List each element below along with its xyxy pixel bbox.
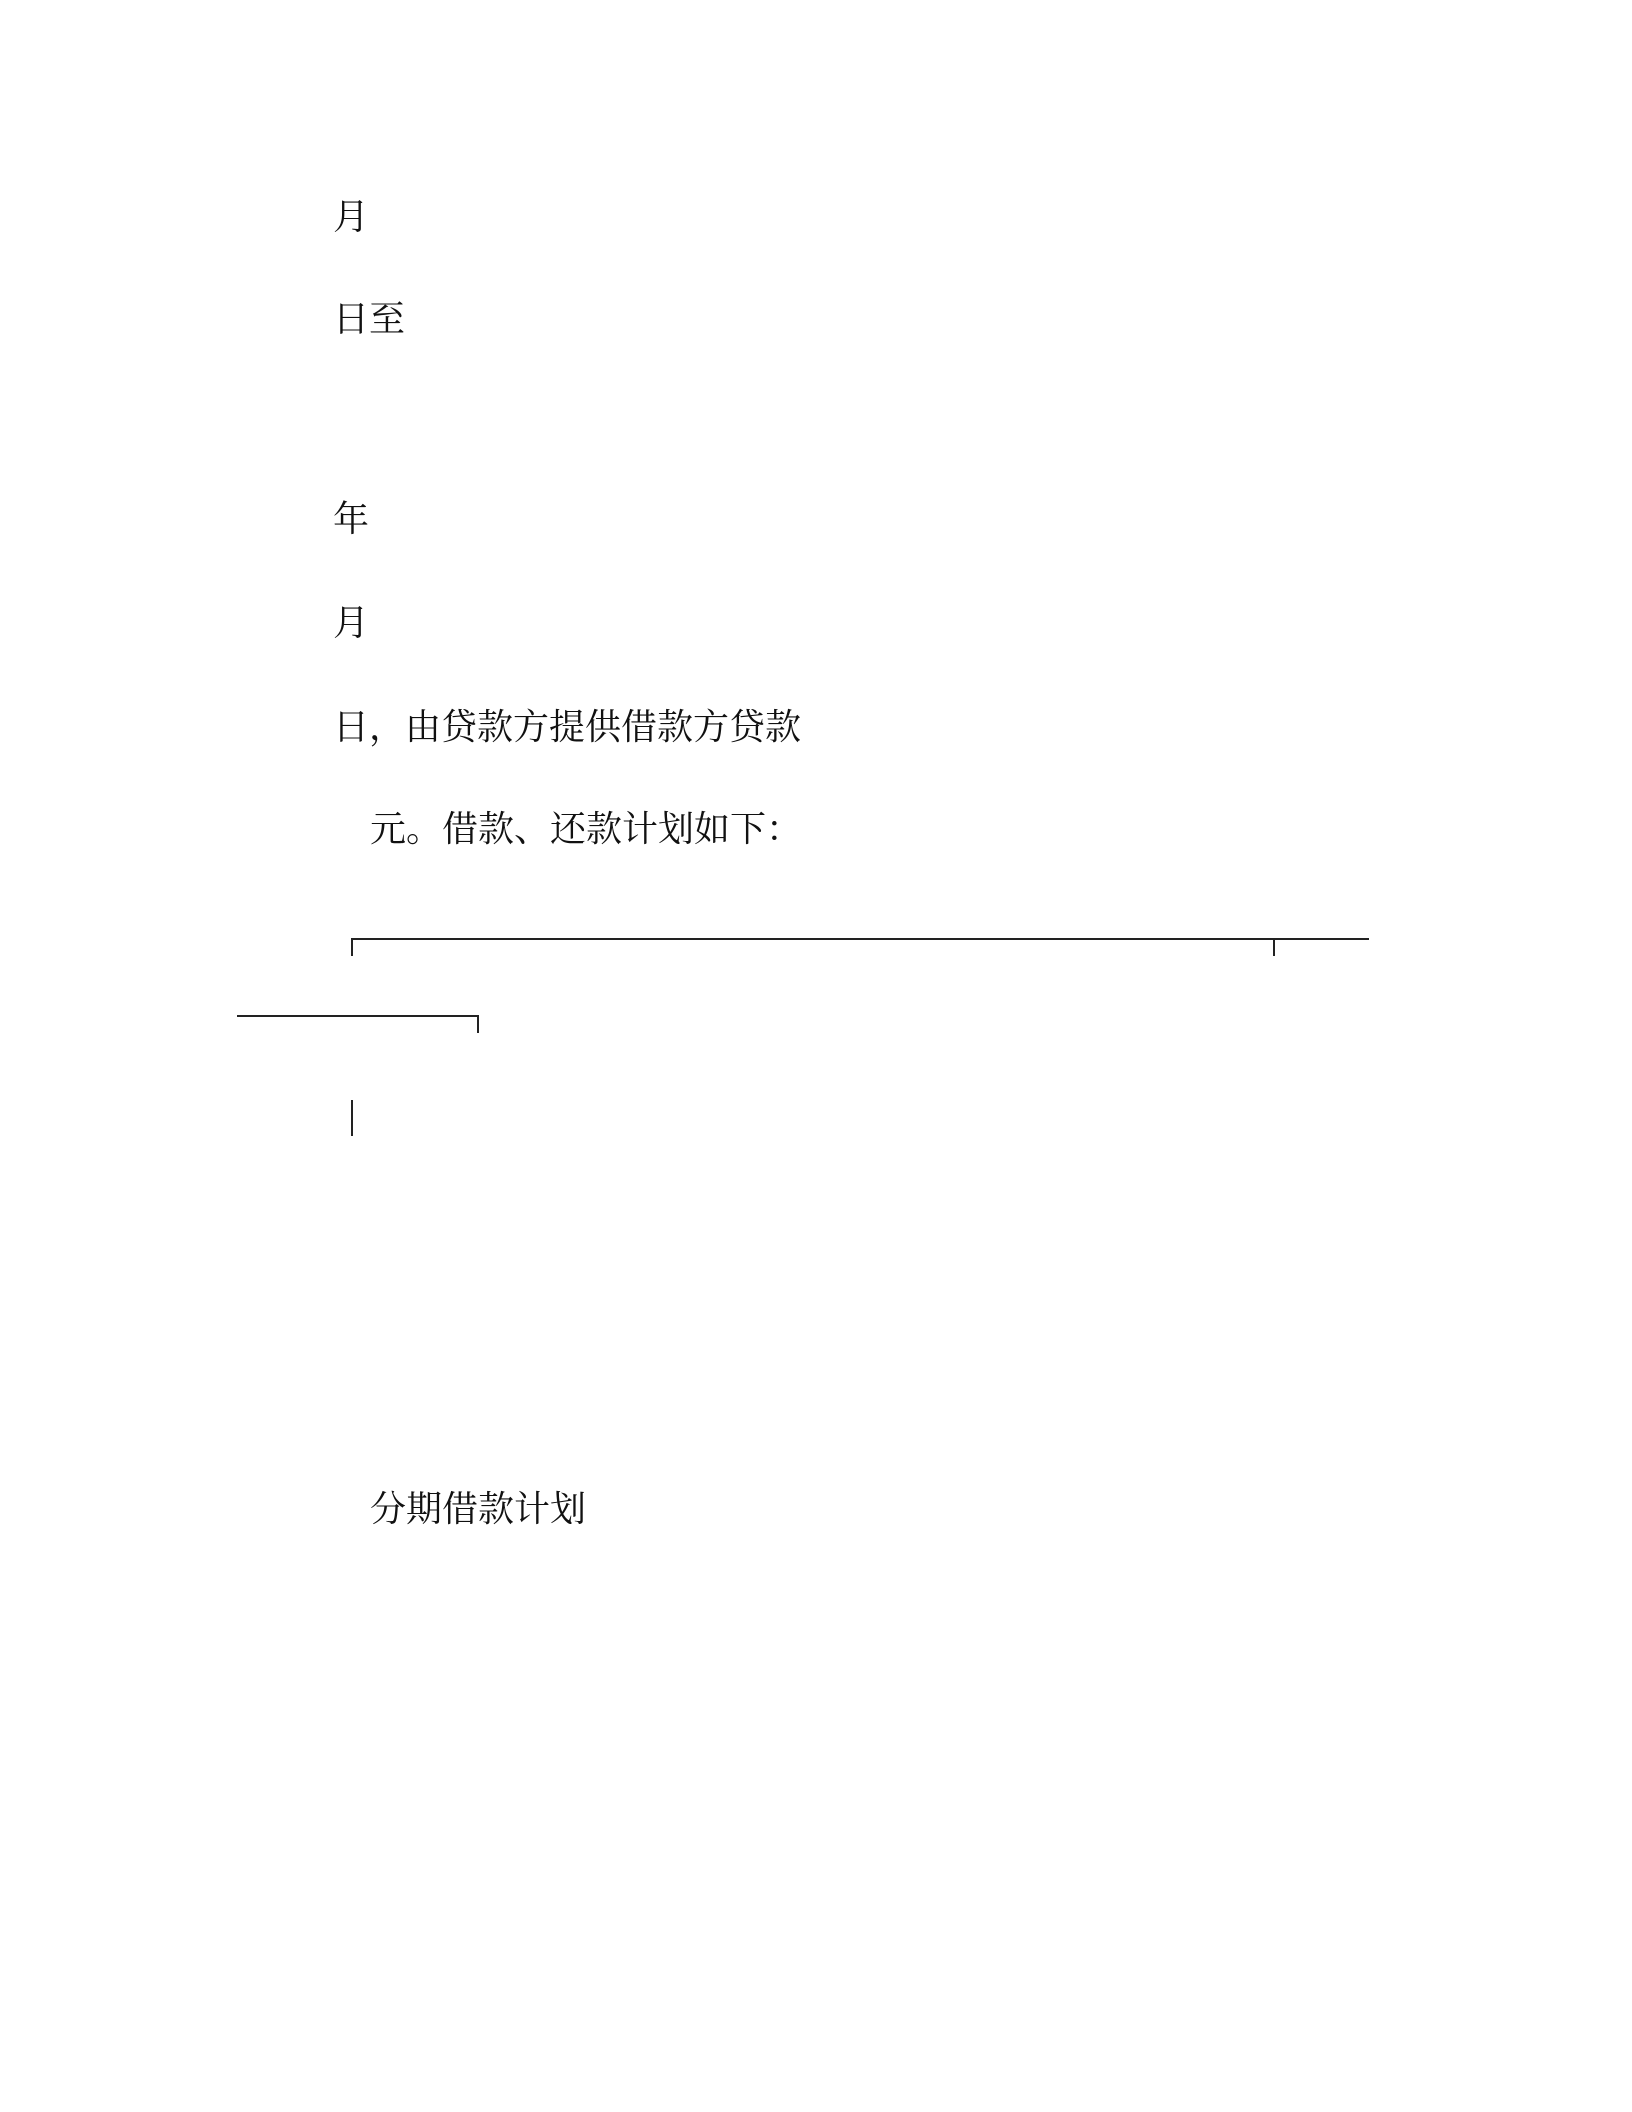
table-left-tick [351, 938, 353, 956]
text-month-1: 月 [333, 197, 370, 238]
text-loan-provider-sentence: 日，由贷款方提供借款方贷款 [333, 707, 802, 748]
table-sub-border [237, 1015, 479, 1017]
table-sub-tick [477, 1015, 479, 1033]
table-column-tick [1273, 938, 1275, 956]
text-day-to: 日至 [333, 299, 406, 340]
text-loan-plan-intro: 元。借款、还款计划如下： [370, 809, 803, 850]
table-top-border [351, 938, 1369, 940]
text-year: 年 [333, 499, 370, 540]
text-installment-plan-heading: 分期借款计划 [370, 1489, 587, 1530]
text-month-2: 月 [333, 603, 370, 644]
table-cell-divider [351, 1100, 353, 1136]
